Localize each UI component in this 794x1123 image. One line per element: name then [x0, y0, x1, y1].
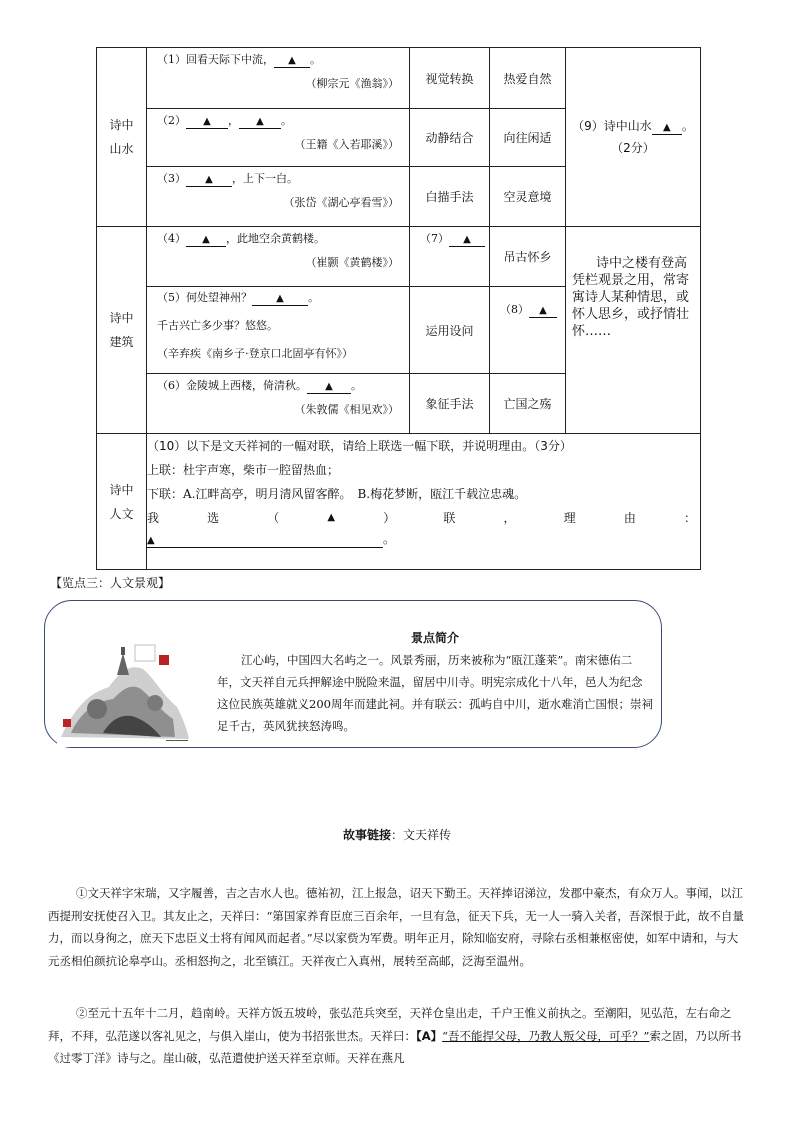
emotion-1: 热爱自然 — [490, 48, 566, 109]
story-paragraph-2: ②至元十五年十二月，趋南岭。天祥方饭五坡岭，张弘范兵突至，天祥仓皇出走，千户王惟义前执之。至潮阳，见弘范，左右命之拜，不拜，弘范遂以客礼见之，与俱入崖山，使为书招张世杰。天祥曰：【A】“吾不能捍父母，乃教人叛父母，可乎？”索之固，乃以所书《过零丁洋》诗与之。崖山破，弘范遣使护送天祥至京师。天祥在燕凡 — [48, 1006, 742, 1065]
source-4: （崔颢《黄鹤楼》） — [305, 256, 399, 269]
intro-title: 景点简介 — [410, 631, 459, 645]
category-landscape — [97, 48, 147, 227]
question-1-cell: （1）回看天际下中流， ▲ 。 （柳宗元《渔翁》） — [147, 48, 410, 109]
technique-5: 运用设问 — [410, 287, 490, 374]
technique-3: 白描手法 — [410, 167, 490, 227]
technique-2: 动静结合 — [410, 109, 490, 167]
source-5: （辛弃疾《南乡子·登京口北固亭有怀》） — [157, 347, 353, 360]
emotion-2: 向往闲适 — [490, 109, 566, 167]
divider — [166, 740, 188, 741]
lower-couplet-options: 下联：A.江畔高亭，明月清风留客醉。 B.梅花梦断，瓯江千载泣忠魂。 — [147, 487, 527, 501]
architecture-note: 诗中之楼有登高凭栏观景之用，常寄寓诗人某种情思，或怀人思乡，或抒情壮怀…… — [572, 256, 690, 339]
answer-blank-6[interactable]: ▲ — [307, 381, 351, 394]
architecture-note-cell — [566, 227, 701, 434]
upper-couplet: 上联：杜宇声寒，柴市一腔留热血； — [147, 463, 340, 477]
story-title: 故事链接：文天祥传 — [342, 828, 452, 842]
intro-text: 江心屿，中国四大名屿之一。风景秀丽，历来被称为“瓯江蓬莱”。南宋德佑二年，文天祥自元兵押解途中脱险来温，留居中川寺。明宪宗成化十八年，邑人为纪念这位民族英雄就义200周年而建此祠。并有联云：孤屿自中川，逝水难消亡国恨；崇祠足千古，英风犹挟怒涛鸣。 — [217, 653, 653, 733]
answer-blank-7[interactable]: ▲ — [449, 234, 485, 247]
technique-1: 视觉转换 — [410, 48, 490, 109]
answer-blank-2b[interactable]: ▲ — [239, 116, 281, 129]
answer-blank-4[interactable]: ▲ — [186, 234, 226, 247]
question-10-prompt: （10）以下是文天祥祠的一幅对联，请给上联选一幅下联，并说明理由。（3分） — [147, 439, 572, 453]
category-label: 诗中 山水 — [109, 118, 134, 156]
emotion-6: 亡国之殇 — [490, 374, 566, 434]
answer-blank-9[interactable]: ▲ — [652, 122, 682, 135]
marker-a: 【A】 — [416, 1028, 443, 1043]
poetry-table — [96, 47, 701, 570]
ink-landscape-painting — [57, 633, 193, 747]
source-1: （柳宗元《渔翁》） — [305, 77, 399, 90]
answer-blank-8[interactable]: ▲ — [529, 305, 557, 318]
story-paragraph-1: ①文天祥字宋瑞，又字履善，吉之吉水人也。德祐初，江上报急，诏天下勤王。天祥捧诏涕泣，发郡中豪杰，有众万人。事闻，以江西提刑安抚使召入卫。其友止之，天祥曰：“第国家养育臣庶三百余年，一旦有急，征天下兵，无一人一骑入关者，吾深恨于此，故不自量力，而以身徇之，庶天下忠臣义士将有闻风而起者。”尽以家赀为军费。明年正月，除知临安府，寻除右丞相兼枢密使，如军中请和，与大元丞相伯颜抗论皋亭山。丞相怒拘之，北至镇江。天祥夜亡入真州，展转至高邮，泛海至温州。 — [48, 886, 744, 968]
category-culture — [97, 434, 147, 570]
question-5-cell: （5）何处望神州？ ▲ 。 千古兴亡多少事？悠悠。 （辛弃疾《南乡子·登京口北固亭有怀》） — [147, 287, 410, 374]
score-9: （2分） — [611, 141, 655, 155]
category-label: 诗中 建筑 — [109, 311, 134, 349]
source-6: （朱敦儒《相见欢》） — [294, 403, 399, 416]
answer-blank-3[interactable]: ▲ — [186, 174, 232, 187]
choice-blank[interactable]: ▲ — [327, 512, 336, 523]
scenic-intro-box — [44, 600, 662, 748]
emotion-3: 空灵意境 — [490, 167, 566, 227]
answer-blank-5[interactable]: ▲ — [252, 293, 308, 306]
section-heading: 【览点三：人文景观】 — [50, 576, 171, 590]
question-9-cell: （9）诗中山水 ▲ 。 （2分） — [566, 48, 701, 227]
question-4-cell: （4） ▲ ，此地空余黄鹤楼。 （崔颢《黄鹤楼》） — [147, 227, 410, 287]
reason-blank[interactable]: ▲ — [147, 535, 383, 548]
choice-line: 我 选 （ ▲ ） 联 ， 理 由 ： — [147, 506, 700, 530]
question-2-cell: （2） ▲ ， ▲ 。 （王籍《入若耶溪》） — [147, 109, 410, 167]
answer-blank-2a[interactable]: ▲ — [186, 116, 228, 129]
question-3-cell: （3） ▲ ，上下一白。 （张岱《湖心亭看雪》） — [147, 167, 410, 227]
answer-blank-1[interactable]: ▲ — [274, 55, 310, 68]
technique-6: 象征手法 — [410, 374, 490, 434]
question-7-cell: （7） ▲ — [410, 227, 490, 287]
question-10-cell: （10）以下是文天祥祠的一幅对联，请给上联选一幅下联，并说明理由。（3分） 上联：杜宇声寒，柴市一腔留热血； 下联：A.江畔高亭，明月清风留客醉。 B.梅花梦断，瓯江千载泣忠魂。 我 选 （ ▲ ） 联 ， 理 由 ： ▲ 。 — [147, 434, 701, 570]
question-5-line2: 千古兴亡多少事？悠悠。 — [157, 319, 278, 332]
question-8-cell: （8） ▲ — [490, 287, 566, 374]
emotion-4: 吊古怀乡 — [490, 227, 566, 287]
question-6-cell: （6）金陵城上西楼，倚清秋。 ▲ 。 （朱敦儒《相见欢》） — [147, 374, 410, 434]
source-2: （王籍《入若耶溪》） — [294, 138, 399, 151]
category-architecture — [97, 227, 147, 434]
underlined-quote: “吾不能捍父母，乃教人叛父母，可乎？” — [442, 1028, 650, 1043]
category-label: 诗中 人文 — [109, 482, 134, 521]
source-3: （张岱《湖心亭看雪》） — [283, 196, 399, 209]
